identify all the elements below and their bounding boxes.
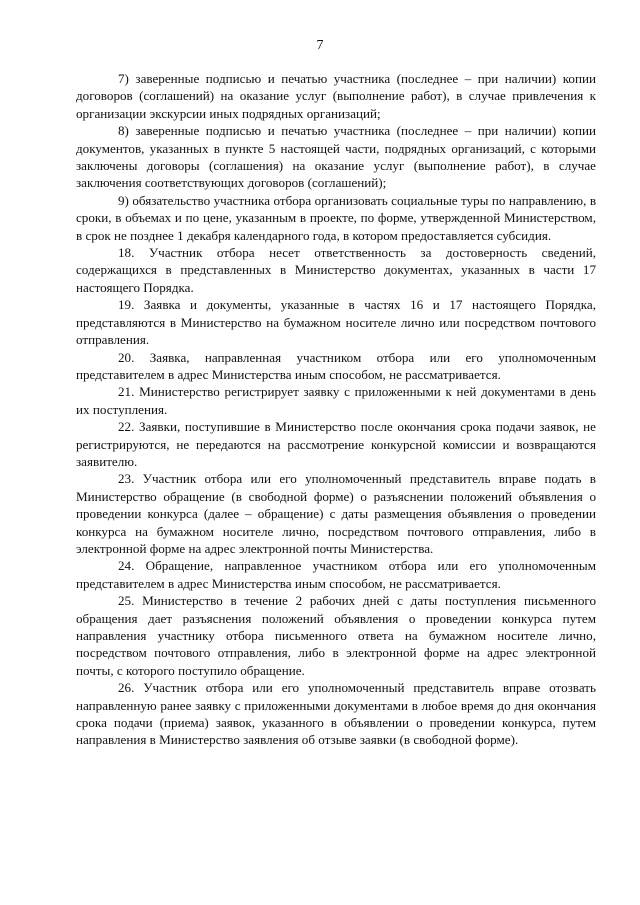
paragraph-26: 26. Участник отбора или его уполномоченный представитель вправе отозвать направленную ранее заявку с приложенными документами в любое время до дня окончания срока подачи (приема) заявок, указанного в объявлении о проведении конкурса, путем направления в Министерство заявления об отзыве заявки (в свободной форме). [76, 680, 596, 748]
document-body [76, 70, 596, 749]
paragraph-item-7: 7) заверенные подписью и печатью участника (последнее – при наличии) копии договоров (соглашений) на оказание услуг (выполнение работ), в случае привлечения к организации экскурсии иных подрядных организаций; [76, 71, 596, 121]
paragraph-item-8: 8) заверенные подписью и печатью участника (последнее – при наличии) копии документов, указанных в пункте 5 настоящей части, подрядных организаций, с которыми заключены договоры (соглашения) на оказание услуг (выполнение работ), в случае заключения соответствующих договоров (соглашений); [76, 123, 596, 191]
paragraph-item-9: 9) обязательство участника отбора организовать социальные туры по направлению, в сроки, в объемах и по цене, указанным в проекте, по форме, утвержденной Министерством, в срок не позднее 1 декабря календарного года, в котором предоставляется субсидия. [76, 192, 596, 243]
paragraph-20: 20. Заявка, направленная участником отбора или его уполномоченным представителем в адрес Министерства иным способом, не рассматривается. [76, 349, 596, 382]
paragraph-19: 19. Заявка и документы, указанные в частях 16 и 17 настоящего Порядка, представляются в Министерство на бумажном носителе лично или посредством почтового отправления. [76, 297, 596, 348]
paragraph-25: 25. Министерство в течение 2 рабочих дней с даты поступления письменного обращения дает разъяснения положений объявления о проведении конкурса путем направления участнику отбора письменного ответа на бумажном носителе лично, посредством почтового отправления, либо в электронной форме на адрес электронной почты, с которого поступило обращение. [76, 593, 596, 678]
paragraph-21: 21. Министерство регистрирует заявку с приложенными к ней документами в день их поступления. [76, 384, 596, 417]
paragraph-23: 23. Участник отбора или его уполномоченный представитель вправе подать в Министерство обращение (в свободной форме) о разъяснении положений объявления о проведении конкурса (далее – обращение) с даты размещения объявления о проведении конкурса на бумажном носителе лично, посредством почтового отправления, либо в электронной форме на адрес электронной почты Министерства. [76, 471, 596, 556]
paragraph-24: 24. Обращение, направленное участником отбора или его уполномоченным представителем в адрес Министерства иным способом, не рассматривается. [76, 558, 596, 591]
paragraph-22: 22. Заявки, поступившие в Министерство после окончания срока подачи заявок, не регистрируются, не передаются на рассмотрение конкурсной комиссии и возвращаются заявителю. [76, 419, 596, 469]
paragraph-18: 18. Участник отбора несет ответственность за достоверность сведений, содержащихся в представленных в Министерство документах, указанных в части 17 настоящего Порядка. [76, 245, 596, 295]
page-number: 7 [316, 38, 324, 53]
